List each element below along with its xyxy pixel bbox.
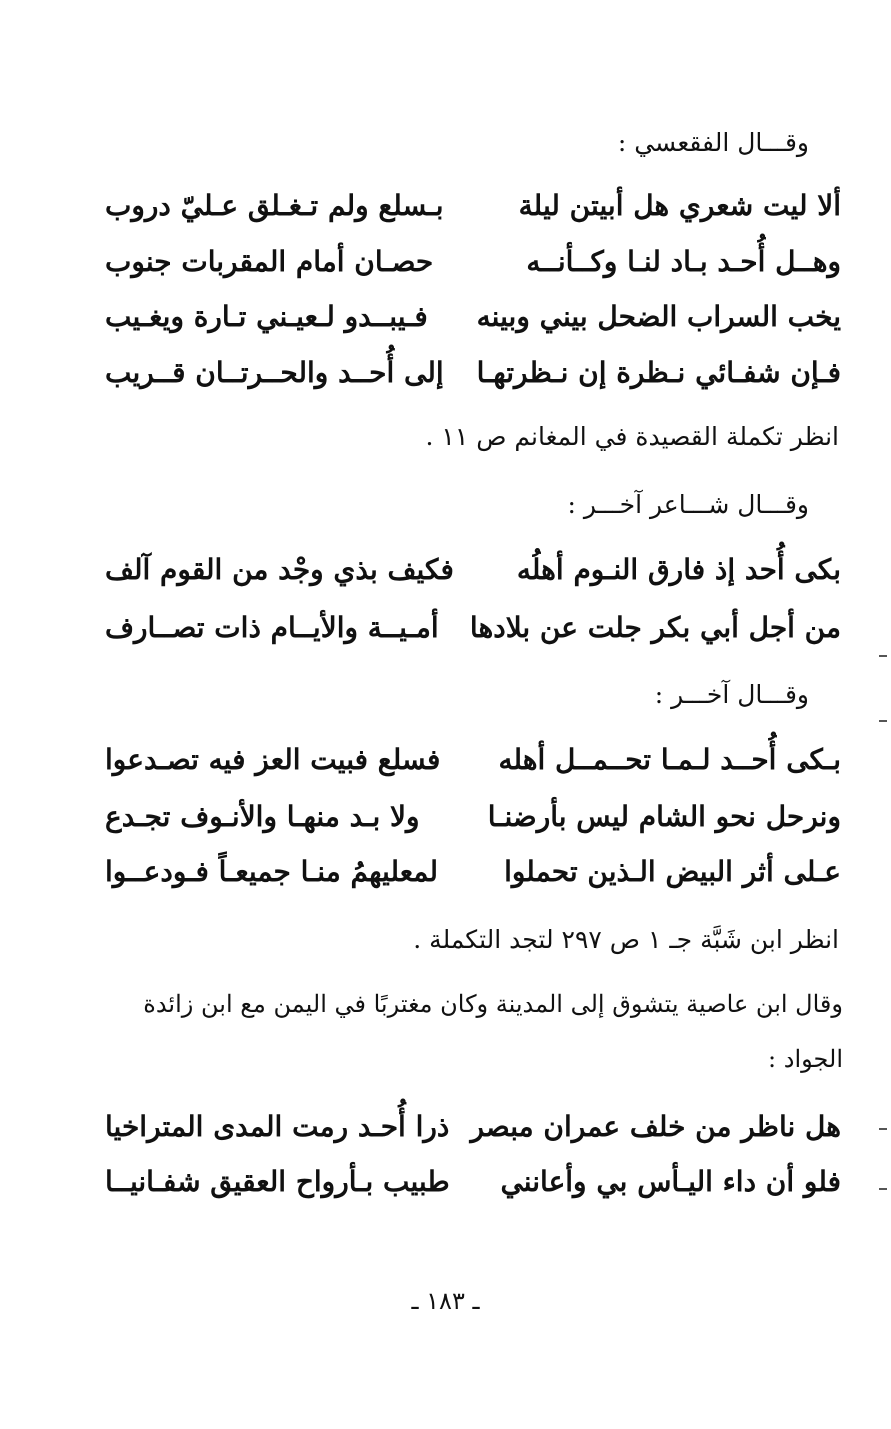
verse-first-hemistich: وهــل أُحـد بـاد لنـا وكــأنــه xyxy=(526,245,841,278)
verse-line xyxy=(105,855,841,899)
verse-line xyxy=(105,189,841,233)
intro-line: وقـــال آخـــر : xyxy=(654,680,809,709)
verse-line xyxy=(105,800,841,844)
verse-first-hemistich: فلو أن داء اليـأس بي وأعانني xyxy=(500,1165,841,1198)
verse-second-hemistich: ذرا أُحـد رمت المدى المتراخيا xyxy=(105,1110,450,1143)
verse-line xyxy=(105,1110,841,1154)
verse-line xyxy=(105,300,841,344)
paragraph-line: الجواد : xyxy=(768,1045,843,1073)
verse-line xyxy=(105,743,841,787)
verse-first-hemistich: يخب السراب الضحل بيني وبينه xyxy=(476,300,841,333)
verse-line xyxy=(105,611,841,655)
verse-second-hemistich: فسلع فبيت العز فيه تصـدعوا xyxy=(105,743,441,776)
reference-note: انظر تكملة القصيدة في المغانم ص ١١ . xyxy=(425,422,839,451)
margin-mark xyxy=(879,655,887,657)
verse-first-hemistich: بكى أُحد إذ فارق النـوم أهلُه xyxy=(516,553,841,586)
verse-first-hemistich: بـكى أُحــد لـمـا تحــمــل أهله xyxy=(498,743,841,776)
margin-mark xyxy=(879,1188,887,1190)
reference-note: انظر ابن شَبَّة جـ ١ ص ٢٩٧ لتجد التكملة . xyxy=(413,925,839,954)
margin-mark xyxy=(879,720,887,722)
verse-second-hemistich: ولا بـد منهـا والأنـوف تجـدع xyxy=(105,800,420,833)
verse-first-hemistich: من أجل أبي بكر جلت عن بلادها xyxy=(469,611,841,644)
verse-first-hemistich: ونرحل نحو الشام ليس بأرضنـا xyxy=(487,800,841,833)
paragraph-line: وقال ابن عاصية يتشوق إلى المدينة وكان مغتربًا في اليمن مع ابن زائدة xyxy=(143,990,843,1018)
verse-second-hemistich: بـسلع ولم تـغـلق عـليّ دروب xyxy=(105,189,444,222)
verse-second-hemistich: أمـيــة والأيــام ذات تصــارف xyxy=(105,611,439,644)
verse-second-hemistich: فـيبــدو لـعيـني تـارة ويغـيب xyxy=(105,300,428,333)
verse-second-hemistich: حصـان أمام المقربات جنوب xyxy=(105,245,434,278)
verse-first-hemistich: ألا ليت شعري هل أبيتن ليلة xyxy=(518,189,841,222)
verse-second-hemistich: لمعليهمُ منـا جميعـاً فـودعــوا xyxy=(105,855,438,888)
intro-line: وقـــال شـــاعر آخـــر : xyxy=(567,490,809,519)
verse-second-hemistich: طبيب بـأرواح العقيق شفـانيــا xyxy=(105,1165,450,1198)
verse-line xyxy=(105,553,841,597)
verse-first-hemistich: هل ناظر من خلف عمران مبصر xyxy=(470,1110,841,1143)
verse-line xyxy=(105,356,841,400)
verse-line xyxy=(105,1165,841,1209)
verse-second-hemistich: فكيف بذي وجْد من القوم آلف xyxy=(105,553,454,586)
margin-mark xyxy=(879,1128,887,1130)
verse-line xyxy=(105,245,841,289)
verse-second-hemistich: إلى أُحــد والحــرتــان قــريب xyxy=(105,356,444,389)
page-number: ـ ١٨٣ ـ xyxy=(411,1287,480,1315)
verse-first-hemistich: عـلى أثر البيض الـذين تحملوا xyxy=(504,855,841,888)
verse-first-hemistich: فـإن شفـائي نـظرة إن نـظرتهـا xyxy=(476,356,841,389)
intro-line: وقـــال الفقعسي : xyxy=(617,128,809,157)
